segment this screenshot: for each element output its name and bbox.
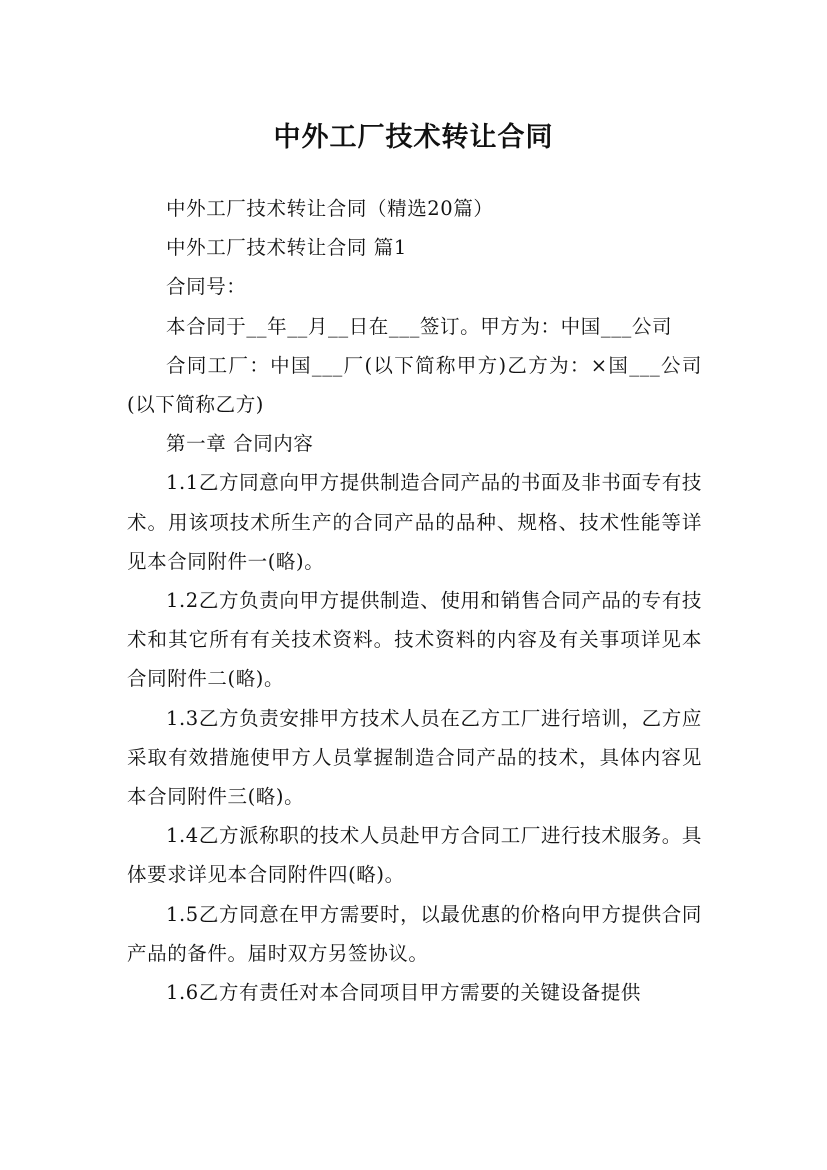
paragraph-signing-info: 本合同于__年__月__日在___签订。甲方为：中国___公司 bbox=[166, 314, 673, 338]
paragraph-clause-1-2: 1.2乙方负责向甲方提供制造、使用和销售合同产品的专有技术和其它所有有关技术资料。技术资料的内容及有关事项详见本合同附件二(略)。 bbox=[127, 589, 702, 691]
paragraph-clause-1-4: 1.4乙方派称职的技术人员赴甲方合同工厂进行技术服务。具体要求详见本合同附件四(略)。 bbox=[127, 824, 702, 887]
paragraph-parties: 合同工厂：中国___厂(以下简称甲方)乙方为：×国___公司(以下简称乙方) bbox=[127, 353, 702, 417]
paragraph-section-heading: 中外工厂技术转让合同 篇1 bbox=[166, 236, 407, 260]
document-body bbox=[127, 189, 702, 1012]
paragraph-clause-1-5: 1.5乙方同意在甲方需要时，以最优惠的价格向甲方提供合同产品的备件。届时双方另签协议。 bbox=[127, 902, 702, 965]
paragraph-subtitle: 中外工厂技术转让合同（精选20篇） bbox=[166, 197, 494, 220]
paragraph-clause-1-6: 1.6乙方有责任对本合同项目甲方需要的关键设备提供 bbox=[166, 981, 642, 1005]
paragraph-clause-1-3: 1.3乙方负责安排甲方技术人员在乙方工厂进行培训，乙方应采取有效措施使甲方人员掌握制造合同产品的技术，具体内容见本合同附件三(略)。 bbox=[127, 706, 702, 809]
paragraph-contract-number: 合同号： bbox=[166, 275, 247, 299]
paragraph-clause-1-1: 1.1乙方同意向甲方提供制造合同产品的书面及非书面专有技术。用该项技术所生产的合同产品的品种、规格、技术性能等详见本合同附件一(略)。 bbox=[127, 471, 702, 573]
document-title: 中外工厂技术转让合同 bbox=[273, 122, 554, 154]
paragraph-chapter-heading: 第一章 合同内容 bbox=[166, 432, 314, 456]
